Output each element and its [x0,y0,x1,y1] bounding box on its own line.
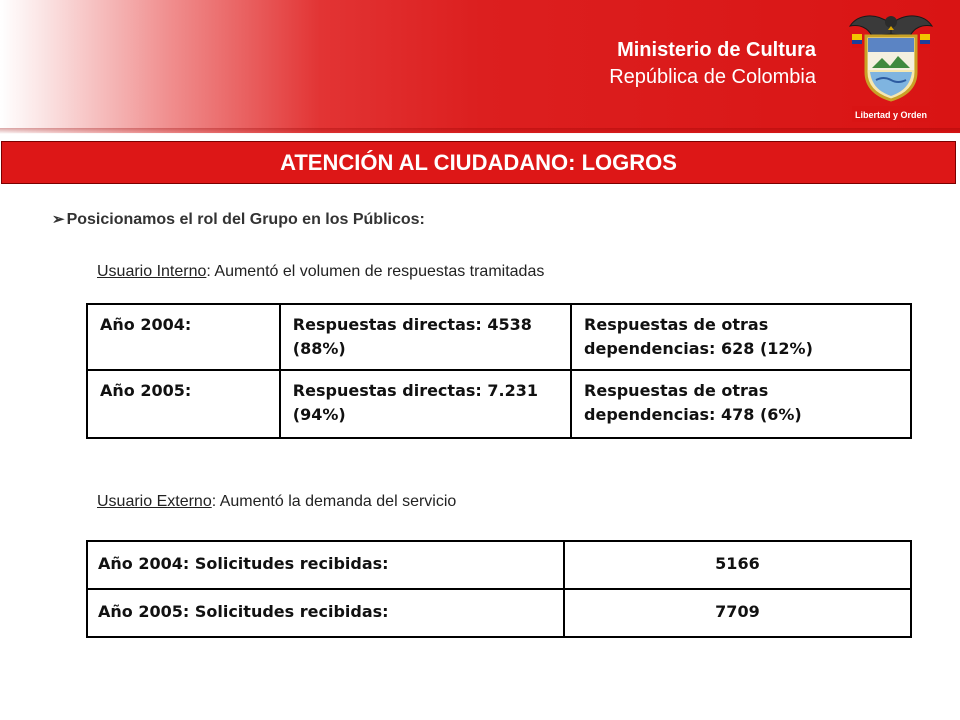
requests-value-cell: 7709 [564,589,911,637]
direct-responses-cell: Respuestas directas: 7.231 (94%) [280,370,571,438]
arrow-bullet-icon: ➢ [52,211,65,228]
year-cell: Año 2005: [87,370,280,438]
requests-label-cell: Año 2005: Solicitudes recibidas: [87,589,564,637]
external-user-text: : Aumentó la demanda del servicio [211,493,457,510]
republic-name: República de Colombia [609,66,816,88]
ministry-block [609,37,816,91]
bullet-text: Posicionamos el rol del Grupo en los Públicos: [66,211,425,228]
external-user-label: Usuario Externo [97,493,212,510]
header-shadow [0,128,960,134]
ministry-name: Ministerio de Cultura [617,39,816,61]
internal-responses-table [86,303,912,439]
slide-title: ATENCIÓN AL CIUDADANO: LOGROS [1,141,956,184]
seal-motto: Libertad y Orden [854,110,928,120]
external-requests-table [86,540,912,638]
table-row [87,589,911,637]
colombia-coat-of-arms-icon [846,6,936,126]
bullet-point [52,210,425,229]
direct-responses-cell: Respuestas directas: 4538 (88%) [280,304,571,370]
internal-user-label: Usuario Interno [97,263,207,280]
table-row [87,541,911,589]
requests-label-cell: Año 2004: Solicitudes recibidas: [87,541,564,589]
other-responses-cell: Respuestas de otras dependencias: 478 (6%) [571,370,911,438]
year-cell: Año 2004: [87,304,280,370]
header-banner [0,0,960,133]
external-user-heading [97,493,456,511]
requests-value-cell: 5166 [564,541,911,589]
internal-user-heading [97,263,544,281]
internal-user-text: : Aumentó el volumen de respuestas tramitadas [206,263,545,280]
other-responses-cell: Respuestas de otras dependencias: 628 (12%) [571,304,911,370]
table-row [87,304,911,370]
table-row [87,370,911,438]
